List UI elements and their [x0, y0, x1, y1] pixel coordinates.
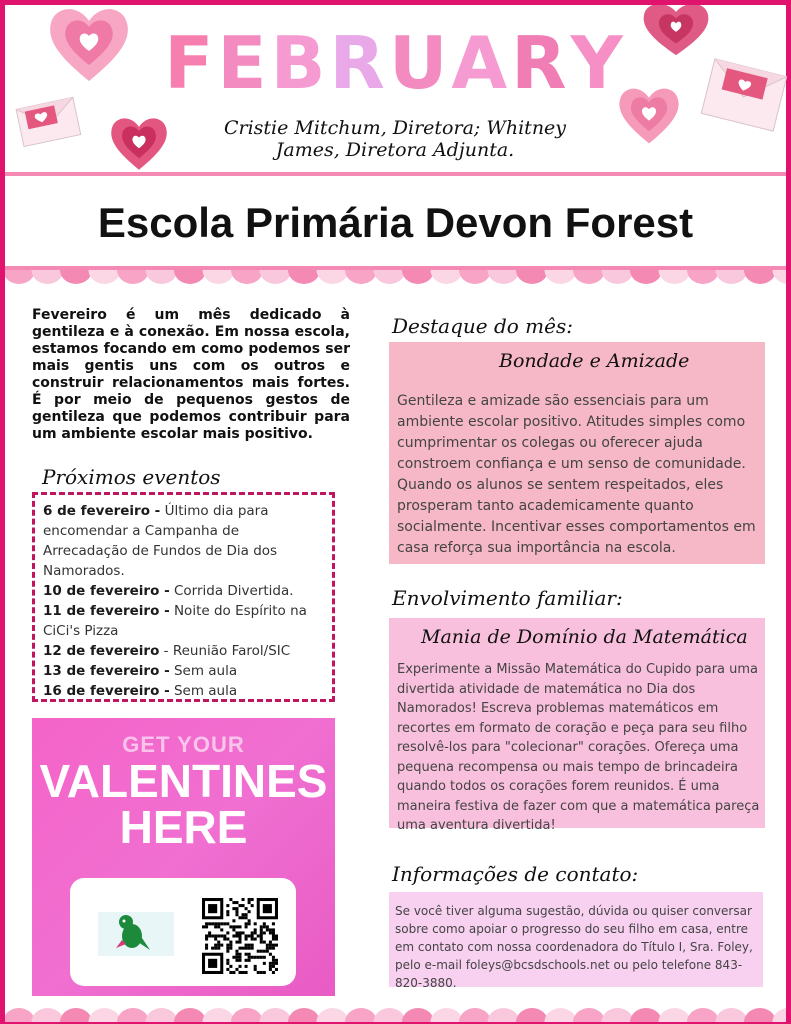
- family-box: [389, 618, 765, 833]
- month-title: [5, 21, 786, 105]
- scallop-shape: [260, 270, 292, 284]
- ad-headline: [32, 755, 335, 853]
- scallop-shape: [203, 1008, 235, 1022]
- scallop-shape: [488, 1008, 520, 1022]
- scallop-shape: [174, 1008, 206, 1022]
- ad-line-3: HERE: [119, 801, 248, 853]
- event-item: [43, 581, 324, 601]
- event-text: Sem aula: [169, 683, 238, 699]
- school-name: Escola Primária Devon Forest: [97, 199, 694, 246]
- scallop-shape: [146, 270, 178, 284]
- scallop-shape: [32, 1008, 64, 1022]
- scallop-shape: [231, 1008, 263, 1022]
- scallop-shape: [659, 270, 691, 284]
- events-list: [32, 492, 335, 702]
- scallop-shape: [260, 1008, 292, 1022]
- event-date: 16 de fevereiro -: [43, 683, 170, 699]
- scallop-border-bottom: [5, 1000, 786, 1022]
- heart-icon: [109, 115, 169, 173]
- scallop-shape: [602, 270, 634, 284]
- event-date: 11 de fevereiro -: [43, 603, 170, 619]
- event-item: [43, 501, 324, 581]
- principals-line: Cristie Mitchum, Diretora; Whitney James, Diretora Adjunta.: [223, 117, 567, 161]
- header: [5, 5, 786, 170]
- qr-code-icon[interactable]: [202, 898, 278, 974]
- scallop-shape: [716, 270, 748, 284]
- scallop-shape: [516, 270, 548, 284]
- divider: [5, 172, 786, 176]
- scallop-shape: [744, 1008, 776, 1022]
- scallop-shape: [117, 1008, 149, 1022]
- scallop-shape: [402, 270, 434, 284]
- scallop-shape: [516, 1008, 548, 1022]
- scallop-shape: [573, 1008, 605, 1022]
- family-title: Mania de Domínio da Matemática: [421, 626, 748, 648]
- event-date: 6 de fevereiro -: [43, 503, 161, 519]
- scallop-shape: [459, 1008, 491, 1022]
- scallop-shape: [174, 270, 206, 284]
- scallop-shape: [431, 1008, 463, 1022]
- event-text: Noite do Espírito na CiCi's Pizza: [43, 603, 307, 639]
- scallop-shape: [288, 270, 320, 284]
- scallop-border-top: [5, 270, 786, 292]
- event-text: Corrida Divertida.: [169, 583, 294, 599]
- scallop-shape: [602, 1008, 634, 1022]
- scallop-shape: [203, 270, 235, 284]
- scallop-shape: [117, 270, 149, 284]
- month-letter: R: [511, 21, 571, 105]
- contact-heading: Informações de contato:: [392, 862, 639, 886]
- highlight-body: Gentileza e amizade são essenciais para um ambiente escolar positivo. Atitudes simples como cumprimentar os colegas ou oferecer ajuda constroem confiança e um senso de comunidade. Quando os alunos se sentem respeitados, eles prosperam tanto academicamente quanto socialmente. Incentivar esses comportamentos em casa reforça sua importância na escola.: [397, 393, 756, 556]
- month-letter: E: [217, 21, 271, 105]
- scallop-shape: [773, 270, 787, 284]
- scallop-shape: [317, 270, 349, 284]
- month-letter: F: [164, 21, 218, 105]
- scallop-shape: [716, 1008, 748, 1022]
- scallop-shape: [573, 270, 605, 284]
- contact-body: Se você tiver alguma sugestão, dúvida ou quiser conversar sobre como apoiar o progresso do seu filho em casa, entre em contato com nossa coordenadora do Título I, Sra. Foley, pelo e-mail foleys@bcsdschools.net ou pelo telefone 843-820-3880.: [395, 904, 753, 990]
- scallop-shape: [5, 1008, 35, 1022]
- scallop-shape: [744, 270, 776, 284]
- scallop-shape: [89, 270, 121, 284]
- scallop-shape: [374, 1008, 406, 1022]
- scallop-shape: [630, 270, 662, 284]
- event-date: 13 de fevereiro -: [43, 663, 170, 679]
- scallop-shape: [687, 270, 719, 284]
- highlight-title: Bondade e Amizade: [499, 350, 690, 372]
- highlight-heading: Destaque do mês:: [392, 314, 573, 338]
- intro-paragraph: Fevereiro é um mês dedicado à gentileza e à conexão. Em nossa escola, estamos focando em como podemos ser mais gentis uns com os outros e construir relacionamentos mais fortes. É por meio de pequenos gestos de gentileza que podemos contribuir para um ambiente escolar mais positivo.: [32, 307, 350, 442]
- scallop-shape: [431, 270, 463, 284]
- month-letter: A: [451, 21, 512, 105]
- scallop-shape: [545, 1008, 577, 1022]
- scallop-shape: [317, 1008, 349, 1022]
- scallop-shape: [32, 270, 64, 284]
- scallop-shape: [374, 270, 406, 284]
- scallop-shape: [60, 1008, 92, 1022]
- event-item: [43, 641, 324, 661]
- event-text: Último dia para encomendar a Campanha de Arrecadação de Fundos de Dia dos Namorados.: [43, 503, 278, 579]
- event-text: Sem aula: [169, 663, 238, 679]
- family-heading: Envolvimento familiar:: [392, 586, 623, 610]
- scallop-shape: [402, 1008, 434, 1022]
- scallop-shape: [345, 270, 377, 284]
- scallop-shape: [773, 1008, 787, 1022]
- event-text: - Reunião Farol/SIC: [159, 643, 291, 659]
- scallop-shape: [345, 1008, 377, 1022]
- event-date: 12 de fevereiro: [43, 643, 160, 659]
- scallop-shape: [488, 270, 520, 284]
- scallop-shape: [288, 1008, 320, 1022]
- events-heading: Próximos eventos: [42, 465, 221, 489]
- valentines-ad[interactable]: [32, 718, 335, 996]
- scallop-shape: [5, 270, 35, 284]
- scallop-shape: [60, 270, 92, 284]
- highlight-box: [389, 342, 765, 564]
- event-date: 10 de fevereiro -: [43, 583, 170, 599]
- month-letter: B: [270, 21, 330, 105]
- ad-line-1: GET YOUR: [122, 732, 245, 757]
- family-body: Experimente a Missão Matemática do Cupido para uma divertida atividade de matemática no Dia dos Namorados! Escreva problemas matemáticos em recortes em formato de coração e peça para seu filho resolvê-los para "colecionar" corações. Ofereça uma pequena recompensa ou mais tempo de brincadeira quando todos os corações forem reunidos. É uma maneira festiva de fazer com que a matemática pareça uma aventura divertida!: [397, 662, 760, 833]
- scallop-shape: [89, 1008, 121, 1022]
- event-item: [43, 681, 324, 701]
- dragon-logo-icon: [98, 912, 174, 956]
- month-letter: U: [388, 21, 452, 105]
- month-letter: Y: [570, 21, 627, 105]
- month-letter: R: [329, 21, 389, 105]
- ad-line-2: VALENTINES: [39, 755, 328, 807]
- scallop-shape: [146, 1008, 178, 1022]
- scallop-shape: [687, 1008, 719, 1022]
- event-item: [43, 601, 324, 641]
- scallop-shape: [659, 1008, 691, 1022]
- scallop-shape: [545, 270, 577, 284]
- scallop-shape: [630, 1008, 662, 1022]
- contact-box: [389, 892, 763, 990]
- scallop-shape: [231, 270, 263, 284]
- event-item: [43, 661, 324, 681]
- scallop-shape: [459, 270, 491, 284]
